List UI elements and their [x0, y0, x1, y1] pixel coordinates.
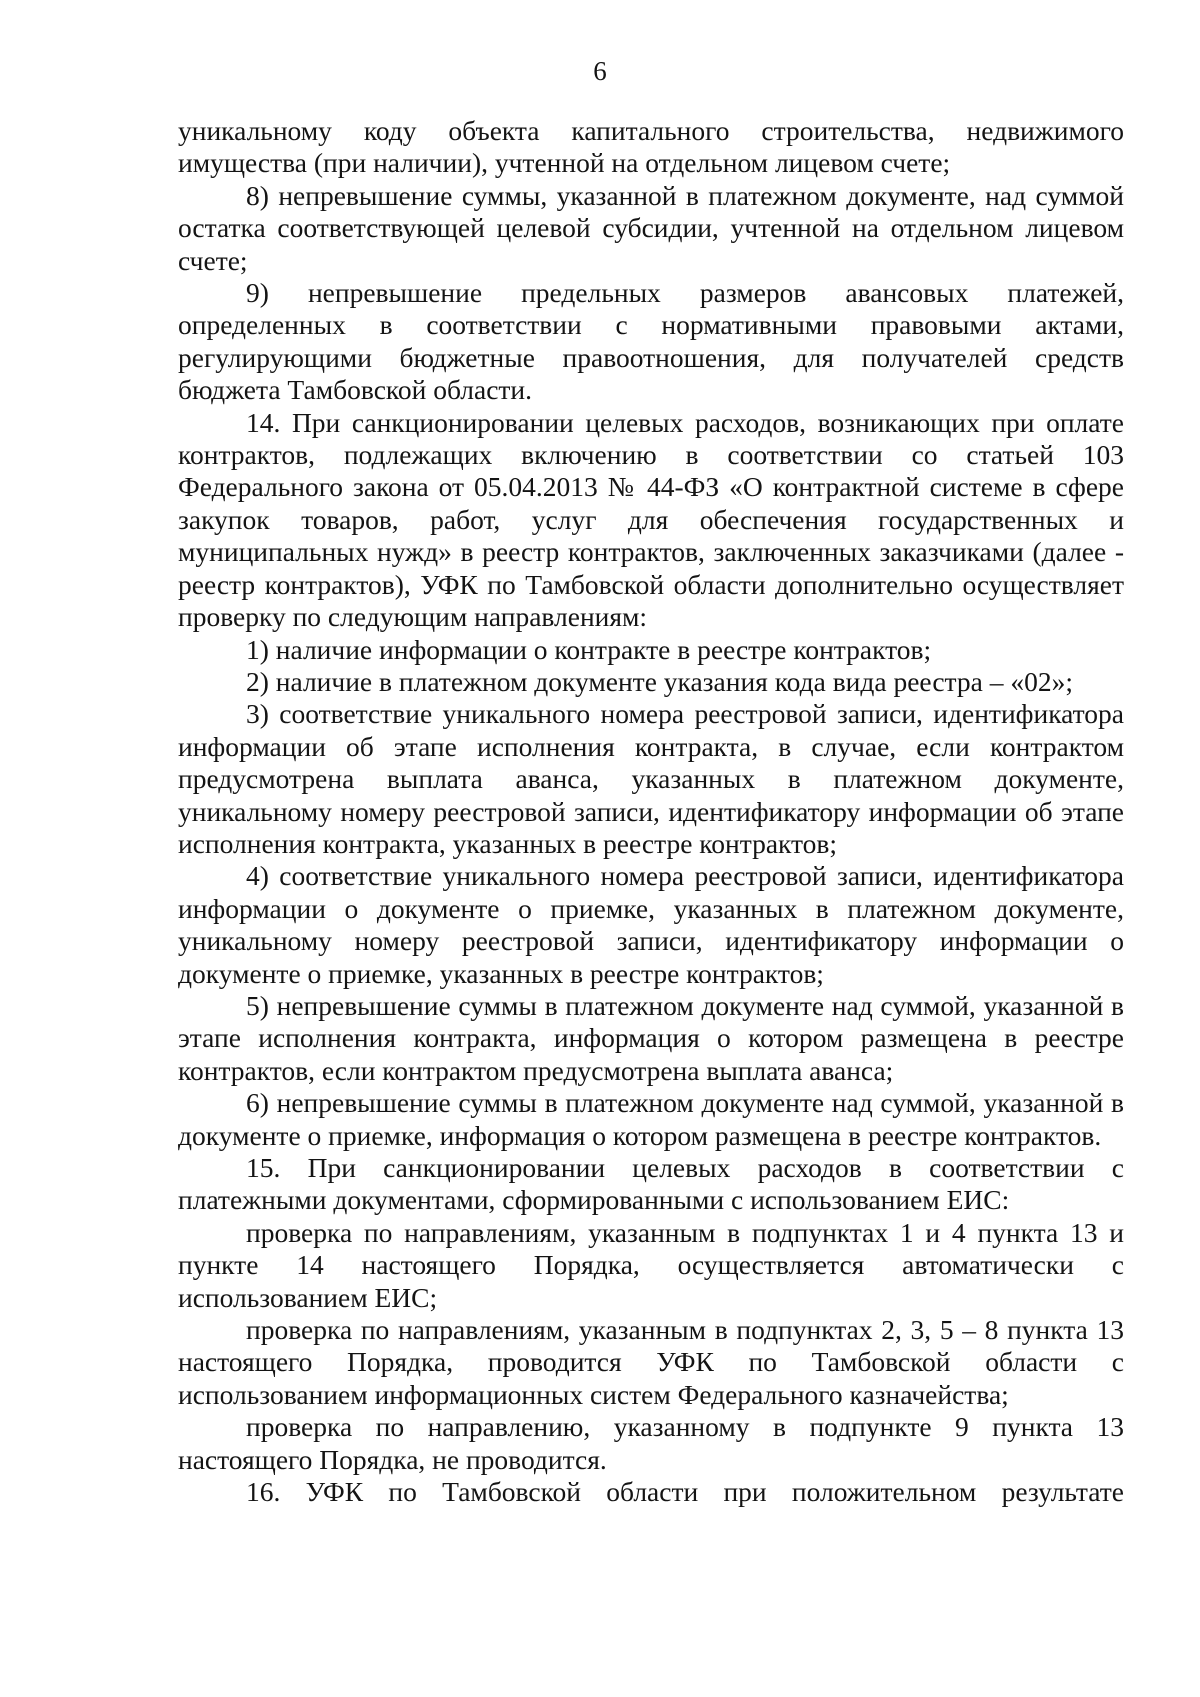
paragraph-14-item-4: 4) соответствие уникального номера реестровой записи, идентификатора информации о документе о приемке, указанных в платежном документе, уникальному номеру реестровой записи, идентификатору информации о документе о приемке, указанных в реестре контрактов; — [178, 860, 1124, 989]
paragraph-section-15: 15. При санкционировании целевых расходов в соответствии с платежными документами, сформированными с использованием ЕИС: — [178, 1152, 1124, 1216]
document-body — [178, 115, 1124, 1508]
paragraph-continuation: уникальному коду объекта капитального строительства, недвижимого имущества (при наличии), учтенной на отдельном лицевом счете; — [178, 115, 1124, 179]
paragraph-section-14: 14. При санкционировании целевых расходов, возникающих при оплате контрактов, подлежащих включению в соответствии со статьей 103 Федерального закона от 05.04.2013 № 44-ФЗ «О контрактной системе в сфере закупок товаров, работ, услуг для обеспечения государственных и муниципальных нужд» в реестр контрактов, заключенных заказчиками (далее - реестр контрактов), УФК по Тамбовской области дополнительно осуществляет проверку по следующим направлениям: — [178, 406, 1124, 633]
paragraph-14-item-2: 2) наличие в платежном документе указания кода вида реестра – «02»; — [246, 665, 1073, 697]
page-number: 6 — [593, 56, 607, 86]
paragraph-15-check-1: проверка по направлениям, указанным в подпунктах 1 и 4 пункта 13 и пункте 14 настоящего Порядка, осуществляется автоматически с использованием ЕИС; — [178, 1216, 1124, 1313]
paragraph-item-9: 9) непревышение предельных размеров авансовых платежей, определенных в соответствии с нормативными правовыми актами, регулирующими бюджетные правоотношения, для получателей средств бюджета Тамбовской области. — [178, 277, 1124, 406]
paragraph-section-16: 16. УФК по Тамбовской области при положительном результате — [246, 1476, 1124, 1508]
paragraph-15-check-3: проверка по направлению, указанному в подпункте 9 пункта 13 настоящего Порядка, не проводится. — [178, 1411, 1124, 1475]
paragraph-14-item-3: 3) соответствие уникального номера реестровой записи, идентификатора информации об этапе исполнения контракта, в случае, если контрактом предусмотрена выплата аванса, указанных в платежном документе, уникальному номеру реестровой записи, идентификатору информации об этапе исполнения контракта, указанных в реестре контрактов; — [178, 698, 1124, 859]
paragraph-14-item-1: 1) наличие информации о контракте в реестре контрактов; — [246, 633, 932, 665]
paragraph-14-item-6: 6) непревышение суммы в платежном документе над суммой, указанной в документе о приемке, информация о котором размещена в реестре контрактов. — [178, 1087, 1124, 1151]
paragraph-item-8: 8) непревышение суммы, указанной в платежном документе, над суммой остатка соответствующей целевой субсидии, учтенной на отдельном лицевом счете; — [178, 179, 1124, 276]
paragraph-15-check-2: проверка по направлениям, указанным в подпунктах 2, 3, 5 – 8 пункта 13 настоящего Порядка, проводится УФК по Тамбовской области с использованием информационных систем Федерального казначейства; — [178, 1314, 1124, 1410]
paragraph-14-item-5: 5) непревышение суммы в платежном документе над суммой, указанной в этапе исполнения контракта, информация о котором размещена в реестре контрактов, если контрактом предусмотрена выплата аванса; — [178, 989, 1124, 1086]
